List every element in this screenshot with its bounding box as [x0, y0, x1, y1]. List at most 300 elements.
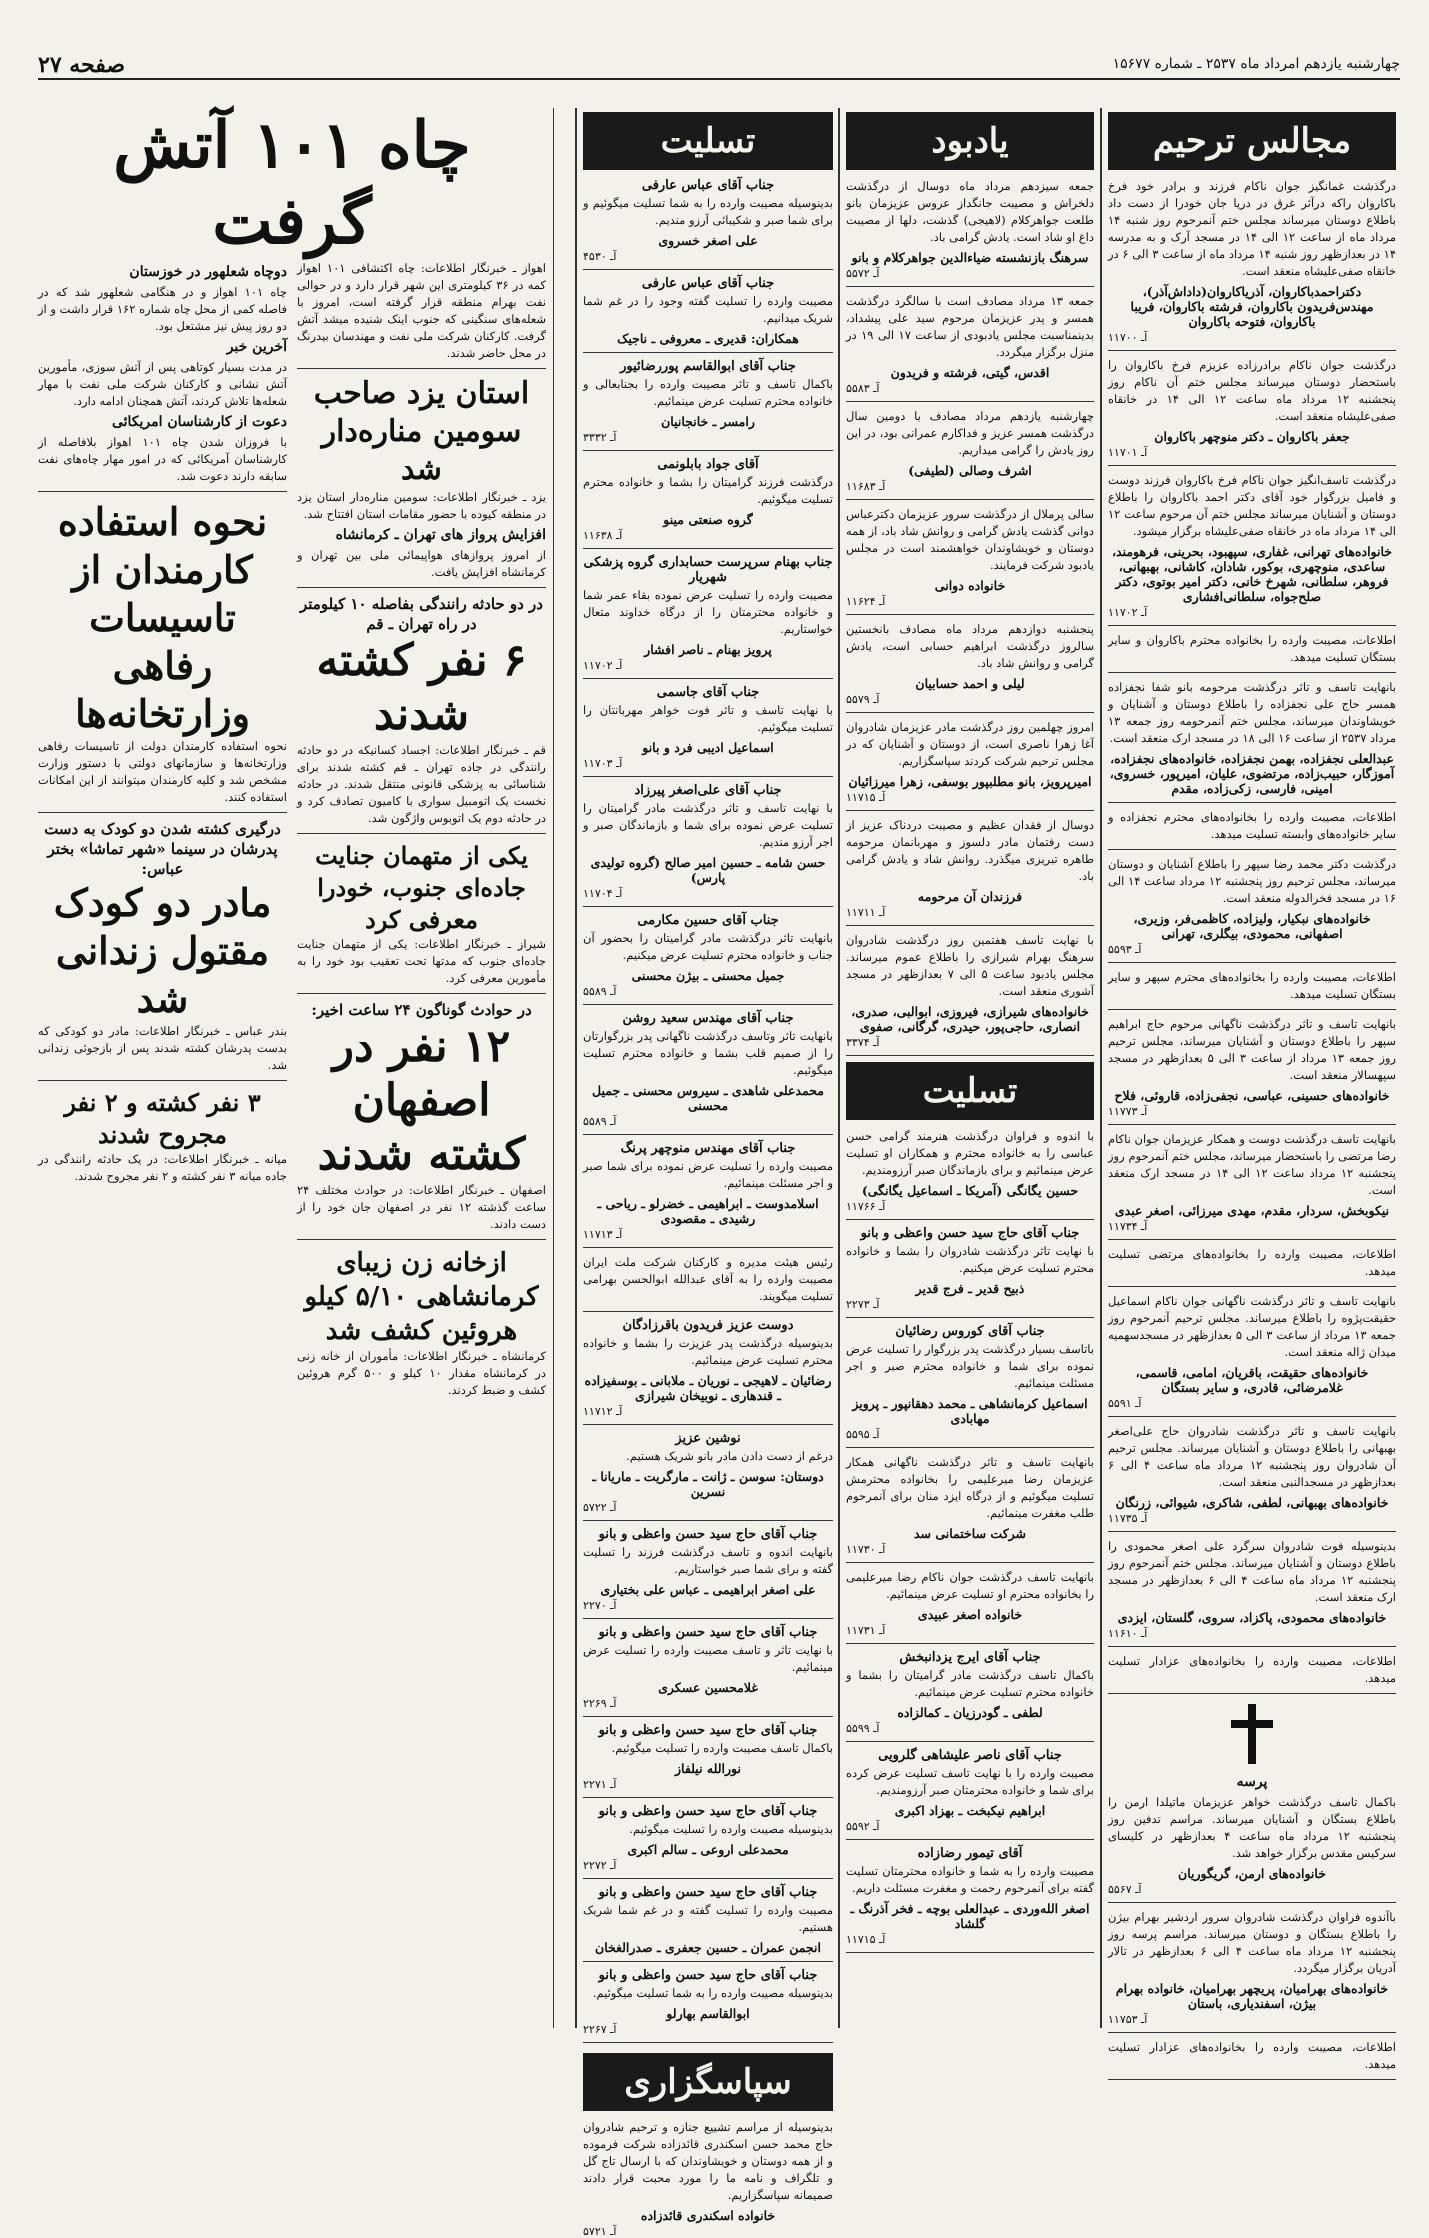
notice-text: مصیبت وارده را تسلیت گفته وجود را در غم شما شریک میدانیم. [583, 294, 833, 325]
notice-signature: حسن شامه ـ حسین امیر صالح (گروه تولیدی پارس) [590, 855, 826, 885]
notice-text: پنجشنبه دوازدهم مرداد ماه مصادف بانخستین سالروز درگذشت ابراهیم حسابی است، یادش گرامی و روانش شاد باد. [846, 622, 1094, 670]
notice-text: باکمال تاسف و تاثر مصیبت وارده را بجنابعالی و خانواده محترم تسلیت عرض مینمائیم. [583, 377, 833, 408]
notice [583, 1804, 833, 1879]
notice-code: آـ ۲۲۶۹ [583, 1697, 617, 1710]
notice [1108, 1246, 1396, 1287]
divider [583, 1134, 833, 1135]
divider [583, 1520, 833, 1521]
majales-list [1108, 178, 1396, 1694]
cross-icon [1231, 1704, 1273, 1764]
divider [583, 450, 833, 451]
divider [1108, 2032, 1396, 2033]
notice-code: آـ ۵۵۶۷ [1108, 1883, 1142, 1896]
notice-code: آـ ۱۱۶۸۳ [846, 480, 886, 493]
notice-signature: نیکوبخش، سردار، مقدم، مهدی میرزائی، اصغر عبدی [1114, 1203, 1390, 1218]
notice-code: آـ ۵۵۷۲ [846, 267, 880, 280]
notice-text: با نهایت تاثر و تاسف مصیبت وارده را تسلیت عرض مینمائیم. [583, 1643, 833, 1674]
news-area [38, 108, 546, 2028]
notice-signature: شرکت ساختمانی سد [913, 1526, 1027, 1541]
notice-name: نوشین عزیز [675, 1431, 741, 1446]
notice [1108, 1293, 1396, 1417]
notice-text: چهارشنبه یازدهم مرداد مصادف با دومین سال درگذشت همسر عزیز و فداکارم عمرانی بود، در این روز یادش را گرامی میداریم. [846, 409, 1094, 457]
notice-text: مصیبت وارده را تسلیت گفته و در غم شما شریک هستیم. [583, 1903, 833, 1934]
divider [583, 1797, 833, 1798]
notice [1108, 632, 1396, 673]
notice-text: جمعه ۱۳ مرداد مصادف است با سالگرد درگذشت همسر و پدر عزیزمان مرحوم سید علی پیشداد، بدینمناسبت مجلس یادبودی از ساعت ۱۷ الی ۱۹ در منزل برگزار میگردد. [846, 294, 1094, 359]
notice-signature: خانواده‌های ارمن، گریگوریان [1178, 1866, 1326, 1881]
notice-text: درگذشت فرزند گرامیتان را بشما و خانواده محترم تسلیت میگوئیم. [583, 475, 833, 506]
notice [583, 1431, 833, 1521]
divider [846, 1952, 1094, 1953]
divider [846, 614, 1094, 615]
notice-text: مصیبت وارده را تسلیت عرض نموده برای شما صبر و اجر مسئلت مینمائیم. [583, 1159, 833, 1190]
divider [846, 1839, 1094, 1840]
divider [846, 1643, 1094, 1644]
yazd-text: یزد ـ خبرنگار اطلاعات: سومین مناره‌دار استان یزد در منطقه کیوده با حضور مقامات استان افتتاح شد. [297, 490, 546, 521]
notice-text: اطلاعات، مصیبت وارده را بخانواده‌های محترم نجفزاده و سایر خانواده‌های وابسته تسلیت میدهد. [1108, 810, 1396, 841]
notice-code: آـ ۱۱۷۵۳ [1108, 2013, 1148, 2026]
notice-text: درگذشت جوان ناکام برادرزاده عزیزم فرخ باکاروان را باستحضار دوستان میرساند مجلس ختم آن ناکام روز پنجشنبه ۱۲ مرداد ماه ساعت ۱۲ الی ۱۴ در خانقاه صفی‌علیشاه منعقد است. [1108, 358, 1396, 423]
notice-code: آـ ۵۵۹۱ [1108, 1397, 1142, 1410]
notice-text: باکمال تاسف درگذشت مادر گرامیتان را بشما و خانواده محترم تسلیت عرض مینمائیم. [846, 1668, 1094, 1699]
divider [583, 548, 833, 549]
notice-signature: خانواده‌های تهرانی، غفاری، سپهبود، بحرینی، فرهومند، ساعدی، منوچهری، بوکور، شادان، کاشانی، بهبهانی، فروهر، سلطانی، شهرخ خانی، دکتر امیر بوتوی، دکتر صلح‌جواه، سلطانی‌افشاری [1111, 544, 1393, 604]
divider [583, 1618, 833, 1619]
notice-code: آـ ۱۱۷۰۲ [583, 659, 623, 672]
majales-column [1108, 108, 1397, 2071]
notice [583, 178, 833, 270]
tasliat2-header: تسلیت [846, 1062, 1094, 1120]
notice-name: آقای تیمور رضازاده [917, 1846, 1023, 1861]
notice-text: بانهایت تاسف درگذشت دوست و همکار عزیزمان جوان ناکام رضا مرتضی را باستحضار میرساند، مجلس ختم آنمرحوم روز پنجشنبه ۱۲ مرداد ساعت ۱۲ الی ۱۴ در مسجد ارک منعقد است. [1108, 1132, 1397, 1197]
notice-signature: سرهنگ بازنشسته ضیاءالدین جواهرکلام و بانو [851, 250, 1089, 265]
notice-code: آـ ۲۲۷۲ [583, 1859, 617, 1872]
notice-text: امروز چهلمین روز درگذشت مادر عزیزمان شادروان آغا زهرا ناصری است، از دوستان و آشنایان که در مجلس ترحیم شرکت کردند سپاسگزاریم. [846, 720, 1094, 768]
divider [1108, 2079, 1396, 2080]
notice-name: جناب آقای ایرج یزدانبخش [899, 1650, 1041, 1665]
divider [297, 368, 546, 369]
notice-name: جناب آقای حاج سید حسن واعظی و بانو [598, 1527, 818, 1542]
notice-signature: محمدعلی شاهدی ـ سیروس محسنی ـ جمیل محسنی [592, 1083, 824, 1113]
cinema-headline: مادر دو کودک مقتول زندانی شد [53, 880, 272, 1021]
divider [38, 491, 287, 492]
divider [846, 1447, 1094, 1448]
notice [1108, 2039, 1396, 2080]
column-separator [575, 108, 577, 2028]
notice-text: باآندوه فراوان درگذشت شادروان سرور اردشیر بهرام بیژن را باطلاع بستگان و دوستان میرساند. مراسم پرسه روز پنجشنبه ۱۲ مرداد ماه ساعت ۴ الی ۶ بعدازظهر در تالار آدریان برگزار میگردد. [1108, 1910, 1396, 1975]
notice-signature: دکتراحمدباکاروان، آذریاکاروان(داداش‌آذر)، مهندس‌فریدون باکاروان، فرشته باکاروان، فریبا باکاروان، فتوحه باکاروان [1130, 284, 1374, 329]
notice-name: جناب آقای عباس عارفی [641, 178, 775, 193]
notice-code: آـ ۱۱۶۱۰ [1108, 1627, 1148, 1640]
notice [583, 783, 833, 907]
fire-subheadline-3: دعوت از کارشناسان امریکائی [111, 414, 287, 430]
divider [1108, 1286, 1396, 1287]
notice-text: بدینوسیله مصیبت وارده را به شما تسلیت میگوئیم و برای شما صبر و شکیبائی آرزو مندیم. [583, 196, 833, 227]
notice-code: آـ ۱۱۷۶۶ [846, 1200, 886, 1213]
notice [846, 1454, 1094, 1563]
notice-text: اطلاعات، مصیبت وارده را بخانواده‌های محترم سپهر و سایر بستگان تسلیت میدهد. [1108, 970, 1396, 1001]
notice [1108, 1131, 1396, 1240]
fire-subheadline: دوچاه شعلهور در خوزستان [129, 264, 287, 280]
notice-text: بدینوسیله مصیبت وارده را به شما تسلیت میگوئیم. [592, 1986, 833, 2000]
divider [297, 587, 546, 588]
divider [846, 499, 1094, 500]
divider [846, 1317, 1094, 1318]
sepas-signature: خانواده اسکندری قائدزاده [640, 2208, 776, 2223]
notice-signature: خانواده دوانی [934, 578, 1006, 593]
notice-signature: رضائیان ـ لاهیجی ـ نوریان ـ ملابانی ـ بوسفیزاده ـ قندهاری ـ نوبیخان شیرازی [584, 1373, 832, 1403]
yazd-headline: استان یزد صاحب سومین مناره‌دار شد [313, 376, 530, 487]
notice-signature: لطفی ـ گودرزیان ـ کمالزاده [897, 1705, 1043, 1720]
notice-name: دوست عزیز فریدون باقرزادگان [622, 1318, 794, 1333]
notice [583, 1723, 833, 1798]
notice-code: آـ ۱۱۷۳۰ [846, 1543, 886, 1556]
notice-text: بدینوسیله فوت شادروان سرگرد علی اصغر محمودی را باطلاع دوستان و آشنایان میرساند. مجلس ختم آنمرحوم روز پنجشنبه ۱۲ مرداد ماه ساعت ۴ الی ۶ بعدازظهر در مسجد ارک منعقد است. [1108, 1539, 1396, 1604]
notice [583, 359, 833, 451]
fire-subheadline-2: آخرین خبر [226, 339, 287, 355]
notice-signature: محمدعلی اروعی ـ سالم اکبری [627, 1842, 789, 1857]
notice-code: آـ ۵۵۷۹ [846, 693, 880, 706]
notice-name: جناب آقای جاسمی [656, 685, 760, 700]
divider [583, 1424, 833, 1425]
divider [583, 678, 833, 679]
column-separator [553, 108, 554, 2028]
majales-header: مجالس ترحیم [1108, 112, 1396, 170]
welfare-text: نحوه استفاده کارمندان دولت از تاسیسات رفاهی وزارتخانه‌ها و سازمانهای دولتی با دستور وزارت مشخص شد و کلیه کارمندان میتوانند از این امکانات استفاده کنند. [38, 739, 287, 804]
notice [846, 932, 1094, 1056]
notice-code: آـ ۱۱۷۰۰ [1108, 331, 1148, 344]
fire-subtext-2: در مدت بسیار کوتاهی پس از آتش سوزی، مأمورین آتش نشانی و کارکنان شرکت ملی نفت با مهار شعله‌ها تلاش کردند، آتش همچنان ادامه دارد. [38, 360, 287, 408]
notice-code: آـ ۱۱۶۲۴ [846, 595, 886, 608]
notice-text: با نهایت تاسف و تاثر فوت خواهر مهربانتان را تسلیت میگوئیم. [583, 703, 833, 734]
notice [583, 1968, 833, 2043]
notice-signature: خانواده اصغر عبیدی [917, 1607, 1023, 1622]
column-separator [838, 108, 840, 2028]
cinema-kicker: درگیری کشته شدن دو کودک به دست پدرشان در سینما «شهر تماشا» بختر عباس: [44, 820, 281, 878]
divider [583, 1878, 833, 1879]
notice-text: بدینوسیله مصیبت وارده را تسلیت میگوئیم. [629, 1822, 833, 1836]
notice-text: باکمال تاسف درگذشت خواهر عزیزمان ماتیلدا ارمن را باطلاع بستگان و آشنایان میرساند. مراسم تدفین روز پنجشنبه ۱۲ مرداد ماه ساعت ۴ بعدازظهر در کلیسای سرکیس مقدس برگزار خواهد شد. [1108, 1795, 1396, 1860]
notice-signature: فرزندان آن مرحومه [917, 889, 1023, 904]
divider [1108, 465, 1396, 466]
notice-code: آـ ۲۲۷۰ [583, 1599, 617, 1612]
tasliat2-list [846, 1128, 1094, 1953]
cinema-text: بندر عباس ـ خبرنگار اطلاعات: مادر دو کودکی که بدست پدرشان کشته شدند پس از بازجوئی زندانی شد. [38, 1024, 287, 1072]
notice-signature: عبدالعلی نجفزاده، بهمن نجفزاده، خانواده‌های نجفزاده، آموزگار، حبیب‌زاده، مرتضوی، علیان، امیرپور، خسروی، امینی، فارسی، زکی‌زاده، مقدم [1109, 751, 1395, 796]
notice [846, 1324, 1094, 1448]
fire-subtext-3: با فروزان شدن چاه ۱۰۱ اهواز بلافاصله از کارشناسان آمریکائی که در امور مهار چاه‌های نفت سابقه دارند دعوت شد. [38, 435, 288, 483]
notice-name: جناب آقای حاج سید حسن واعظی و بانو [598, 1804, 818, 1819]
divider [38, 812, 287, 813]
notice-text: باکمال تاسف مصیبت وارده را تسلیت میگوئیم. [611, 1741, 833, 1755]
road-text: شیراز ـ خبرنگار اطلاعات: یکی از متهمان جنایت جاده‌ای جنوب که مدتها تحت تعقیب بود خود را به مأمورین معرفی کرد. [297, 937, 546, 985]
fire-subtext: چاه ۱۰۱ اهواز و در هنگامی شعلهور شد که در فاصله کمی از محل چاه شماره ۱۶۲ قرار داشت و از دو روز پیش نیز مشتعل بود. [38, 285, 287, 333]
divider [1108, 1124, 1396, 1125]
road-headline: یکی از متهمان جنایت جاده‌ای جنوب، خودرا معرفی کرد [315, 841, 528, 934]
notice-signature: خانواده‌های بهبهانی، لطفی، شاکری، شیوائی، زرنگان [1115, 1495, 1389, 1510]
notice-code: آـ ۱۱۷۳۱ [846, 1624, 886, 1637]
notice-name: جناب آقای حسین مکارمی [637, 913, 779, 928]
notice [583, 555, 833, 679]
notice-signature: ابراهیم نیکبخت ـ بهزاد اکبری [894, 1803, 1046, 1818]
notice-text: با اندوه و فراوان درگذشت هنرمند گرامی حسن عباسی را به خانواده محترم و همکاران او تسلیت عرض مینمائیم و برای بازماندگان صبر آرزومندیم. [846, 1129, 1094, 1177]
notice-text: درگذشت دکتر محمد رضا سپهر را باطلاع آشنایان و دوستان میرساند، مجلس ترحیم روز پنجشنبه ۱۲ مرداد ساعت ۱۴ الی ۱۶ در مسجد فخرالدوله منعقد است. [1108, 857, 1397, 905]
notice-signature: حسین یگانگی (آمریکا ـ اسماعیل یگانگی) [861, 1183, 1079, 1198]
isfahan-text: اصفهان ـ خبرنگار اطلاعات: در حوادث مختلف ۲۴ ساعت گذشته ۱۲ نفر در اصفهان جان خود را از دست دادند. [297, 1183, 546, 1231]
notice-code: آـ ۱۱۷۰۴ [583, 887, 623, 900]
notice [1108, 1909, 1396, 2033]
notice-text: درغم از دست دادن مادر بانو شریک هستیم. [626, 1449, 833, 1463]
notice-signature: علی اصغر خسروی [658, 233, 758, 248]
divider [297, 1239, 546, 1240]
divider [1108, 802, 1396, 803]
divider [1108, 1646, 1396, 1647]
divider [1108, 1239, 1396, 1240]
notice-code: آـ ۱۱۷۰۱ [1108, 446, 1148, 459]
notice [583, 1885, 833, 1962]
divider [846, 1562, 1094, 1563]
welfare-headline: نحوه استفاده کارمندان از تاسیسات رفاهی وزارتخانه‌ها [57, 499, 268, 736]
notice [846, 408, 1094, 500]
notice [583, 1011, 833, 1135]
yazd-subheadline: افزایش پرواز های تهران ـ کرمانشاه [335, 527, 546, 543]
notice-signature: اسلامدوست ـ ابراهیمی ـ خضرلو ـ ریاحی ـ رشیدی ـ مقصودی [597, 1196, 819, 1226]
notice-signature: دوستان: سوسن ـ ژانت ـ مارگریت ـ ماریانا ـ نسرین [592, 1469, 824, 1499]
notice [1108, 178, 1396, 351]
notice-code: آـ ۵۵۹۲ [846, 1820, 880, 1833]
notice [1108, 1423, 1396, 1532]
notice-signature: اقدس، گیتی، فرشته و فریدون [890, 365, 1050, 380]
notice-code: آـ ۱۱۷۱۵ [846, 1933, 886, 1946]
notice [583, 1141, 833, 1248]
accident-text: قم ـ خبرنگار اطلاعات: اجساد کسانیکه در دو حادثه رانندگی در جاده تهران ـ قم کشته شدند برای شناسائی به پزشکی قانونی منتقل شدند. در حادثه نخست یک اتومبیل سواری با کامیون تصادف کرد و در حادثه دوم یک اتوبوس واژگون شد. [297, 743, 546, 825]
yadbood-column [846, 108, 1094, 2028]
pors-label: پرسه [1236, 1774, 1268, 1790]
notice-text: رئیس هیئت مدیره و کارکنان شرکت ملت ایران مصیبت وارده را به آقای عبدالله ابوالحسن بهرامی تسلیت میگویند. [583, 1255, 833, 1303]
sepas-code: آـ ۵۷۲۱ [583, 2225, 617, 2238]
divider [846, 925, 1094, 926]
fire-headline: چاه ۱۰۱ آتش گرفت [113, 108, 471, 259]
notice-text: با نهایت تاسف هفتمین روز درگذشت شادروان سرهنگ بهرام شیرازی را باطلاع عموم میرساند. مجلس یادبود ساعت ۵ الی ۷ بعدازظهر در مسجد آشوری منعقد است. [846, 933, 1094, 998]
notice-name: جناب آقای کوروس رضائیان [895, 1324, 1045, 1339]
notice [583, 1527, 833, 1619]
notice-text: درگذشت تاسف‌انگیز جوان ناکام فرخ باکاروان فرزند دوست و فامیل بزرگوار خود آقای دکتر احمد باکاروان را باطلاع دوستان و آشنایان میرساند مجلس ختم آن مرحوم ساعت ۱۲ الی ۱۴ مرداد ماه در خانقاه صفی‌علیشاه برگزار میشود. [1108, 473, 1396, 538]
notice-text: سالی پرملال از درگذشت سرور عزیزمان دکترعباس دوانی گذشت یادش گرامی و روانش شاد باد، از همه دوستان و خویشاوندان خواهشمند است در مجلس یادبود شرکت فرمایند. [846, 507, 1094, 572]
divider [297, 833, 546, 834]
notice-code: آـ ۳۳۳۲ [583, 431, 617, 444]
divider [583, 2042, 833, 2043]
notice-text: مصیبت وارده را با نهایت تاسف تسلیت عرض کرده برای شما و خانواده محترمتان صبر آرزومندیم. [846, 1766, 1094, 1797]
yazd-subtext: از امروز پروازهای هواپیمائی ملی بین تهران و کرمانشاه افزایش یافت. [297, 548, 546, 579]
notice [583, 913, 833, 1005]
divider [583, 1961, 833, 1962]
notice [846, 1846, 1094, 1953]
notice-name: جناب آقای ابوالقاسم پوررضائیور [620, 359, 796, 374]
masthead [38, 52, 1400, 80]
notice-name: جناب آقای حاج سید حسن واعظی و بانو [598, 1885, 818, 1900]
notice-name: جناب آقای ناصر علیشاهی گلرویی [878, 1748, 1062, 1763]
notice-signature: ابوالقاسم بهارلو [666, 2006, 750, 2021]
notice-code: آـ ۵۵۹۳ [1108, 943, 1142, 956]
notice-text: باتاسف بسیار درگذشت پدر بزرگوار را تسلیت عرض نموده برای شما و خانواده محترم صبر و اجر مسئلت مینمائیم. [846, 1342, 1094, 1390]
notice-signature: خانواده‌های بهرامیان، پریچهر بهرامیان، خانواده بهرام بیژن، اسفندیاری، باستان [1115, 1981, 1389, 2011]
divider [1108, 1693, 1396, 1694]
divider [583, 1247, 833, 1248]
notice-code: آـ ۵۷۲۲ [583, 1501, 617, 1514]
notice-text: بانهایت تاسف و تاثر درگذشت ناگهانی مرحوم حاج ابراهیم سپهر را باطلاع دوستان و آشنایان میرساند، مجلس ترحیم روز جمعه ۱۳ مرداد از ساعت ۳ الی ۵ بعدازظهر در مسجد سپهسالار منعقد است. [1108, 1017, 1396, 1082]
divider [1108, 849, 1396, 850]
divider [846, 286, 1094, 287]
notice [846, 1748, 1094, 1840]
divider [1108, 350, 1396, 351]
notice [846, 1650, 1094, 1742]
divider [1108, 962, 1396, 963]
divider [1108, 1531, 1396, 1532]
notice [583, 1625, 833, 1717]
notice-text: بانهایت تاثر درگذشت مادر گرامیتان را بحضور آن جناب و خانواده محترم تسلیت عرض میکنیم. [583, 931, 833, 962]
divider [846, 1741, 1094, 1742]
notice-signature: گروه صنعتی مینو [663, 512, 753, 527]
notice-text: بانهایت تاسف و تاثر درگذشت شادروان حاج علی‌اصغر بهبهانی را باطلاع دوستان و آشنایان میرساند. مجلس ترحیم آن شادروان روز پنجشنبه ۱۲ مرداد ماه ساعت ۴ الی ۶ بعدازظهر در مسجدالنبی منعقد است. [1108, 1424, 1396, 1489]
notice [1108, 809, 1396, 850]
notice-signature: غلامحسین عسکری [658, 1680, 758, 1695]
notice-text: مصیبت وارده را به شما و خانواده محترمتان تسلیت گفته برای آنمرحوم رحمت و مغفرت مسئلت داریم. [846, 1864, 1094, 1895]
notice-name: جناب آقای عباس عارفی [641, 276, 775, 291]
notice-text: مصیبت وارده را تسلیت عرض نموده بقاء عمر شما و خانواده محترمتان را از درگاه خداوند متعال خواستاریم. [583, 588, 833, 636]
divider [1108, 1902, 1396, 1903]
notice-text: بانهایت تاسف و تاثر درگذشت مرحومه بانو شفا نجفزاده همسر حاج علی نجفزاده را باطلاع دوستان و آشنایان و خویشاوندان میرساند، مجلس ختم آنمرحومه روز جمعه ۱۳ مرداد ۲۵۳۷ از ساعت ۱۶ الی ۱۸ در مسجد ارک منعقد است. [1108, 680, 1396, 745]
divider [583, 352, 833, 353]
dateline: چهارشنبه یازدهم امرداد ماه ۲۵۳۷ ـ شماره ۱۵۶۷۷ [1112, 56, 1400, 72]
isfahan-kicker: در حوادث گوناگون ۲۴ ساعت اخیر: [311, 1001, 532, 1019]
notice [1108, 1538, 1396, 1647]
notice-text: بانهایت تاسف و تاثر درگذشت ناگهانی همکار عزیزمان رضا میرعلیمی را بخانواده محترمش تسلیت میگوئیم و از درگاه ایزد منان برای آنمرحوم طلب مغفرت مینمائیم. [846, 1455, 1094, 1520]
sepas-header: سپاسگزاری [583, 2053, 833, 2111]
notice-code: آـ ۱۱۷۷۳ [1108, 1105, 1148, 1118]
notice [846, 506, 1094, 615]
notice-name: جناب آقای مهندس سعید روشن [622, 1011, 794, 1026]
notice-name: جناب آقای علی‌اصغر پیرزاد [634, 783, 782, 798]
notice-signature: رامسر ـ خانجانیان [661, 414, 755, 429]
notice [846, 817, 1094, 926]
yadbood-list [846, 178, 1094, 1056]
notice [846, 178, 1094, 287]
fire-text: اهواز ـ خبرنگار اطلاعات: چاه اکتشافی ۱۰۱ اهواز کمه در ۳۶ کیلومتری این شهر قرار دارد و در حوالی نفت بهرام منطقه قرار گرفته است، امروز با شعله‌های سنگینی که جنوب اینک شنیده میشد آتش گرفت. کارکنان شرکت ملی نفت و مهندسان بیدرنگ در محل حاضر شدند. [297, 261, 546, 360]
notice-signature: خانواده‌های حسینی، عباسی، نجفی‌زاده، قاروئی، فلاح [1114, 1088, 1390, 1103]
notice-text: جمعه سیزدهم مرداد ماه دوسال از درگذشت دلخراش و مصیبت جانگداز عروس عزیزمان بانو طلعت جواهرکلام (لاهیجی) گذشت، دلها از مصیبت داغ او شاد است. یادش گرامی باد. [846, 179, 1094, 244]
tasliat1-header: تسلیت [583, 112, 833, 170]
divider [583, 906, 833, 907]
notice [846, 719, 1094, 811]
notice-signature: علی اصغر ابراهیمی ـ عباس علی بختیاری [600, 1582, 816, 1597]
notice-signature: اسماعیل ادیبی فرد و بانو [642, 740, 774, 755]
notice [846, 621, 1094, 713]
notice-code: آـ ۱۱۷۱۱ [846, 906, 886, 919]
notice-text: اطلاعات، مصیبت وارده را بخانواده‌های عزادار تسلیت میدهد. [1108, 2040, 1396, 2071]
divider [846, 810, 1094, 811]
notice [1108, 357, 1396, 466]
notice-code: آـ ۵۵۸۳ [846, 382, 880, 395]
notice [846, 1226, 1094, 1318]
notice-text: بانهایت تاسف درگذشت جوان ناکام رضا میرعلیمی را بخانواده محترم او تسلیت عرض مینمائیم. [846, 1570, 1094, 1601]
notice-code: آـ ۲۲۷۳ [846, 1298, 880, 1311]
notice-signature: جمیل محسنی ـ بیژن محسنی [631, 968, 785, 983]
notice-signature: همکاران: قدیری ـ معروفی ـ ناجیک [617, 331, 799, 346]
divider [846, 1055, 1094, 1056]
notice-code: آـ ۱۱۷۰۲ [1108, 606, 1148, 619]
notice [583, 685, 833, 777]
heroin-text: کرمانشاه ـ خبرنگار اطلاعات: مأموران از خانه زنی در کرمانشاه مقدار ۱۰ کیلو و ۵۰۰ گرم هروئین کشف و ضبط کردند. [297, 1349, 546, 1397]
last-text: میانه ـ خبرنگار اطلاعات: در یک حادثه رانندگی در جاده میانه ۳ نفر کشته و ۲ نفر مجروح شدند. [38, 1152, 287, 1183]
notice-signature: اسماعیل کرمانشاهی ـ محمد دهقانپور ـ پرویز مهابادی [852, 1396, 1088, 1426]
notice-code: آـ ۱۱۶۳۸ [583, 529, 623, 542]
notice-name: جناب آقای حاج سید حسن واعظی و بانو [860, 1226, 1080, 1241]
divider [583, 1716, 833, 1717]
notice-signature: اصغر الله‌وردی ـ عبدالعلی بوچه ـ فخر آذرنگ ـ گلشاد [850, 1901, 1090, 1931]
notice-signature: جعفر باکاروان ـ دکتر منوچهر باکاروان [1154, 429, 1350, 444]
notice-code: آـ ۵۵۹۹ [846, 1722, 880, 1735]
notice-signature: پرویز بهنام ـ ناصر افشار [644, 642, 772, 657]
notice-text: بانهایت اندوه و تاسف درگذشت فرزند را تسلیت گفته و برای شما صبر خواستاریم. [583, 1545, 833, 1576]
notice-code: آـ ۱۱۷۳۴ [1108, 1220, 1148, 1233]
notice-code: آـ ۵۵۸۹ [583, 1115, 617, 1128]
divider [1108, 625, 1396, 626]
divider [1108, 1009, 1396, 1010]
accident-kicker: در دو حادثه رانندگی بفاصله ۱۰ کیلومتر در راه تهران ـ قم [300, 595, 543, 633]
notice-signature: لیلی و احمد حسابیان [915, 676, 1025, 691]
notice-text: بانهایت تاثر وتاسف درگذشت ناگهانی پدر بزرگوارتان را از صمیم قلب بشما و خانواده محترم تسلیت میگوئیم. [583, 1029, 833, 1077]
last-headline: ۳ نفر کشته و ۲ نفر مجروح شدند [64, 1088, 261, 1149]
divider [38, 1080, 287, 1081]
notice-code: آـ ۵۵۹۵ [846, 1428, 880, 1441]
divider [583, 269, 833, 270]
notice-text: بانهایت تاسف و تاثر درگذشت ناگهانی جوان ناکام اسماعیل حقیقت‌پژوه را باطلاع میرساند. مجلس ترحیم آنمرحوم روز جمعه ۱۳ مرداد از ساعت ۳ الی ۵ بعدازظهر در مسجدسهمیه میدان ژاله منعقد است. [1108, 1294, 1396, 1359]
notice [1108, 1653, 1396, 1694]
accident-headline: ۶ نفر کشته شدند [316, 635, 527, 740]
divider [846, 712, 1094, 713]
heroin-headline: ازخانه زن زیبای کرمانشاهی ۵/۱۰ کیلو هروئین کشف شد [304, 1248, 539, 1346]
notice-name: آقای جواد بابلونمی [657, 457, 759, 472]
notice [583, 1254, 833, 1312]
notice-code: آـ ۱۱۷۰۳ [583, 757, 623, 770]
tasliat1-list [583, 178, 833, 2043]
notice [846, 1569, 1094, 1644]
notice [1108, 472, 1396, 626]
divider [583, 1311, 833, 1312]
notice-signature: انجمن عمران ـ حسین جعفری ـ صدرالغخان [595, 1940, 821, 1955]
divider [297, 993, 546, 994]
notice-code: آـ ۳۳۷۴ [846, 1036, 880, 1049]
notice-text: با نهایت تاسف و تاثر درگذشت مادر گرامیتان را تسلیت عرض نموده برای شما و بازماندگان صبر و اجر آرزو مندیم. [583, 801, 833, 849]
notice-signature: خانواده‌های حقیقت، باقریان، امامی، قاسمی، غلامرضائی، قادری، و سایر بستگان [1135, 1365, 1369, 1395]
divider [583, 776, 833, 777]
notice [583, 1318, 833, 1425]
notice-text: دوسال از فقدان عظیم و مصیبت دردناک عزیز از دست رفتمان مادر دلسوز و مهربانمان مرحومه طاهره تبریزی میگذرد. روانش شاد و یادش گرامی باد. [846, 818, 1094, 883]
notice [846, 1128, 1094, 1220]
notice-code: آـ ۲۲۷۱ [583, 1778, 617, 1791]
notice-code: آـ ۱۱۷۱۵ [846, 791, 886, 804]
column-separator [1100, 108, 1102, 2028]
divider [1108, 672, 1396, 673]
notice-code: آـ ۱۱۷۱۳ [583, 1228, 623, 1241]
notice-code: آـ ۱۱۷۱۲ [583, 1405, 623, 1418]
notice-signature: نورالله نیلفاز [674, 1761, 741, 1776]
notice [1108, 1794, 1396, 1903]
isfahan-headline: ۱۲ نفر در اصفهان کشته شدند [317, 1021, 526, 1180]
divider [1108, 1416, 1396, 1417]
tasliat-column [583, 108, 833, 2238]
notice-text: اطلاعات، مصیبت وارده را بخانواده‌های عزادار تسلیت میدهد. [1108, 1654, 1396, 1685]
